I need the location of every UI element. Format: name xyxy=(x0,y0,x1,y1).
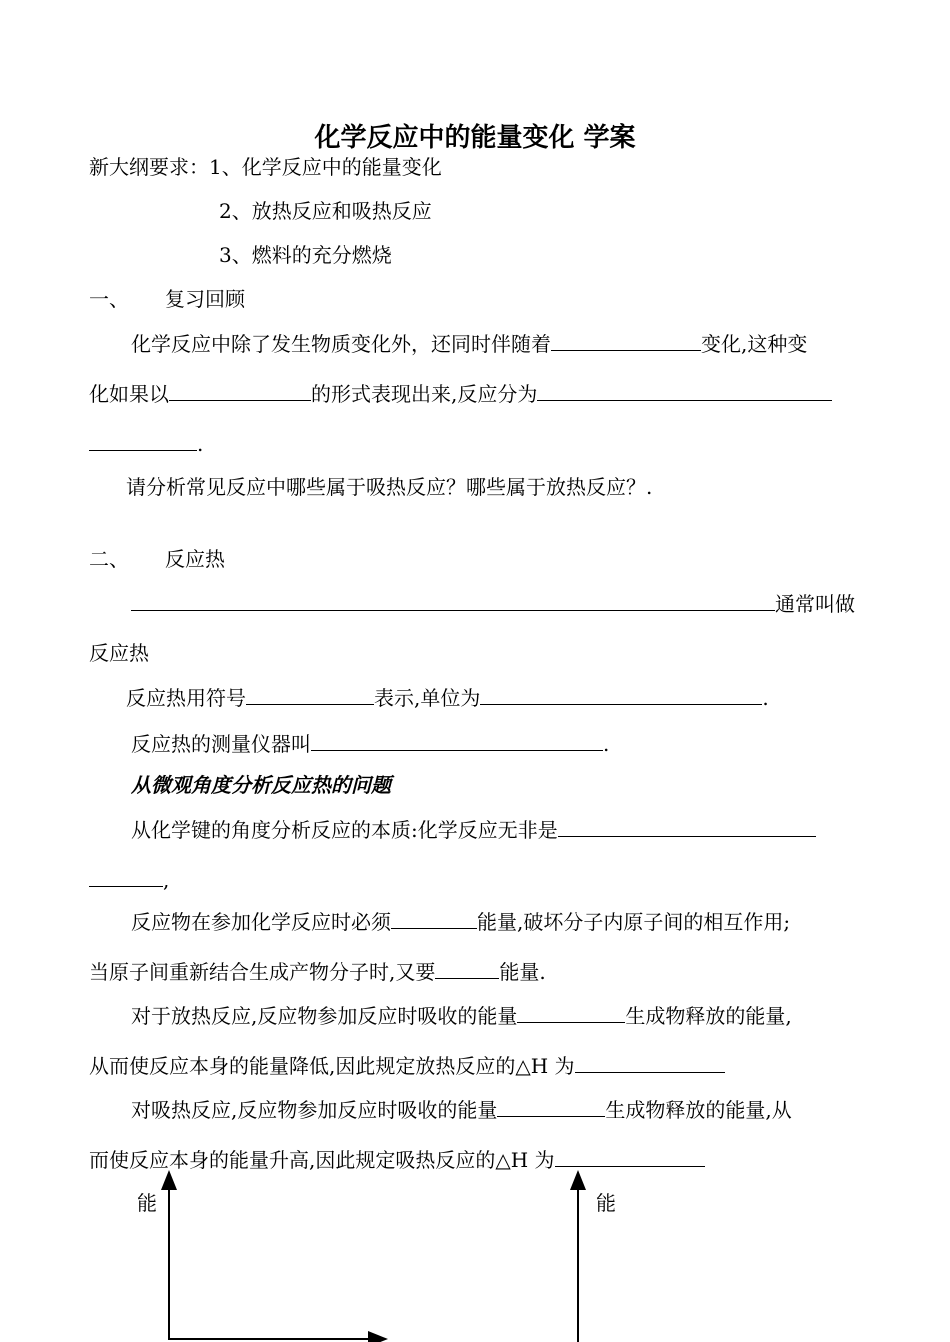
paragraph-text: . xyxy=(197,432,204,456)
paragraph-text: . xyxy=(762,686,769,710)
section-number: 二、 xyxy=(89,547,129,571)
paragraph-text: 变化,这种变 xyxy=(701,332,808,356)
page-title: 化学反应中的能量变化 学案 xyxy=(314,123,636,153)
right-axis-label: 能 xyxy=(596,1191,616,1215)
syllabus-item: 3、燃料的充分燃烧 xyxy=(219,243,392,267)
paragraph-text: 反应热 xyxy=(89,641,149,665)
subheading: 从微观角度分析反应热的问题 xyxy=(131,773,391,797)
paragraph-text: 对吸热反应,反应物参加反应时吸收的能量 xyxy=(131,1098,498,1122)
paragraph-text: 而使反应本身的能量升高,因此规定吸热反应的△H 为 xyxy=(89,1148,555,1172)
paragraph-text: 从而使反应本身的能量降低,因此规定放热反应的△H 为 xyxy=(89,1054,575,1078)
paragraph-text: 对于放热反应,反应物参加反应时吸收的能量 xyxy=(131,1004,518,1028)
paragraph-text: 能量. xyxy=(499,960,546,984)
paragraph-text: 反应热用符号 xyxy=(126,686,246,710)
left-axis-label: 能 xyxy=(137,1191,157,1215)
paragraph-text: . xyxy=(603,732,610,756)
syllabus-label: 新大纲要求： xyxy=(89,155,209,179)
question-text: 请分析常见反应中哪些属于吸热反应？哪些属于放热反应？. xyxy=(126,475,653,499)
section-number: 一、 xyxy=(89,287,129,311)
paragraph-text: 生成物释放的能量, xyxy=(625,1004,792,1028)
section-title: 反应热 xyxy=(165,547,225,571)
section-title: 复习回顾 xyxy=(165,287,245,311)
syllabus-item: 2、放热反应和吸热反应 xyxy=(219,199,432,223)
paragraph-text: 化如果以 xyxy=(89,382,169,406)
paragraph-text: 当原子间重新结合生成产物分子时,又要 xyxy=(89,960,436,984)
paragraph-text: 的形式表现出来,反应分为 xyxy=(311,382,538,406)
syllabus-item: 1、化学反应中的能量变化 xyxy=(209,155,442,179)
paragraph-text: 能量,破坏分子内原子间的相互作用; xyxy=(477,910,791,934)
paragraph-text: 从化学键的角度分析反应的本质:化学反应无非是 xyxy=(131,818,558,842)
paragraph-text: 生成物释放的能量,从 xyxy=(605,1098,792,1122)
paragraph-text: 表示,单位为 xyxy=(374,686,481,710)
paragraph-text: 反应物在参加化学反应时必须 xyxy=(131,910,391,934)
paragraph-text: 通常叫做 xyxy=(775,592,855,616)
paragraph-text: , xyxy=(163,868,170,892)
paragraph-text: 反应热的测量仪器叫 xyxy=(131,732,311,756)
paragraph-text: 化学反应中除了发生物质变化外，还同时伴随着 xyxy=(131,332,551,356)
